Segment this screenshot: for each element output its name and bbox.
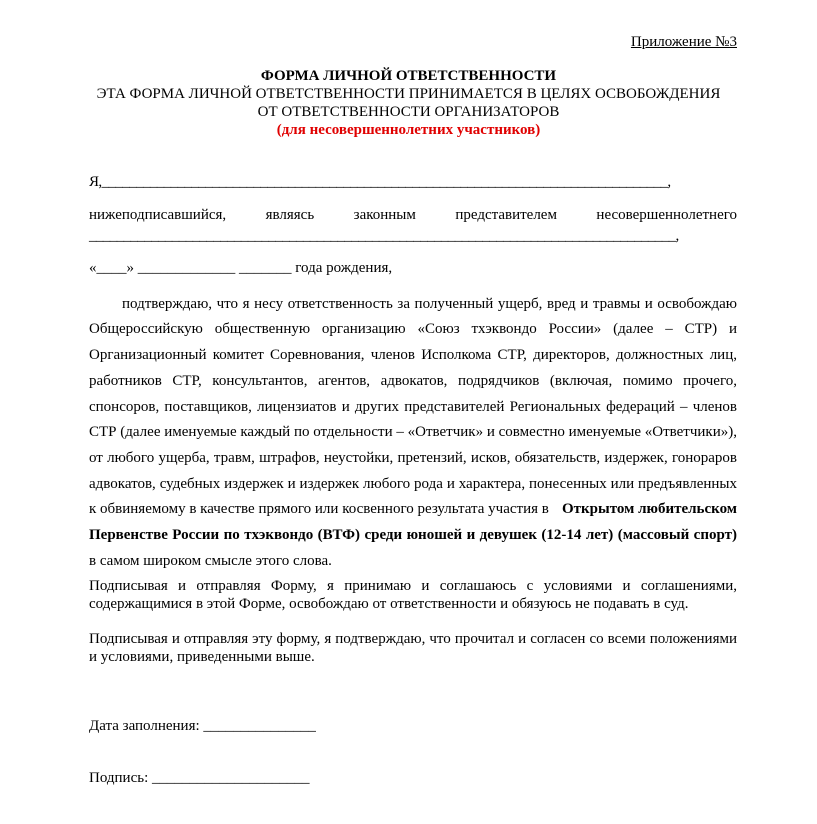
signature-label: Подпись: <box>89 770 149 786</box>
form-title: ФОРМА ЛИЧНОЙ ОТВЕТСТВЕННОСТИ <box>260 68 557 84</box>
body-line: адвокатов, судебных издержек и издержек любого рода и характера, понесенных или предъявленных <box>89 476 737 492</box>
rep-word: несовершеннолетнего <box>596 207 738 223</box>
para2-line: Подписывая и отправляя Форму, я принимаю и соглашаюсь с условиями и соглашениями, <box>89 578 737 594</box>
appendix-label: Приложение №3 <box>630 34 737 50</box>
signature-field[interactable] <box>89 770 310 787</box>
body-line: в самом широком смысле этого слова. <box>89 553 332 569</box>
signature-blank: _____________________ <box>152 770 310 786</box>
body-line: работников СТР, консультантов, агентов, адвокатов, подрядчиков (включая, помимо прочего, <box>89 373 737 389</box>
date-label: Дата заполнения: <box>89 718 200 734</box>
body-line <box>89 501 737 518</box>
body-line: СТР (далее именуемые каждый по отдельности – «Ответчик» и совместно именуемые «Ответчики»), <box>89 424 737 440</box>
date-field[interactable] <box>89 718 316 735</box>
body-line: спонсоров, поставщиков, лицензиатов и других представителей Региональных федераций – членов <box>89 399 737 415</box>
name-blank: __________________________________________________________________________________ <box>101 174 668 190</box>
header-line-2: ОТ ОТВЕТСТВЕННОСТИ ОРГАНИЗАТОРОВ <box>257 104 560 120</box>
body-line: Общероссийскую общественную организацию «Союз тхэквондо России» (далее – СТР) и <box>89 321 737 337</box>
name-suffix: , <box>667 174 671 190</box>
para3-line: и условиями, приведенными выше. <box>89 649 315 665</box>
birth-date-field[interactable]: «____» _____________ _______ года рождения, <box>89 260 393 276</box>
minor-blank: _____________________________________________________________________________________ <box>89 228 676 244</box>
header-line-1: ЭТА ФОРМА ЛИЧНОЙ ОТВЕТСТВЕННОСТИ ПРИНИМАЕТСЯ В ЦЕЛЯХ ОСВОБОЖДЕНИЯ <box>96 86 721 102</box>
minor-suffix: , <box>675 228 679 244</box>
para2-line: содержащимися в этой Форме, освобождаю от ответственности и обязуюсь не подавать в суд. <box>89 596 689 612</box>
competition-name-part1: Открытом любительском <box>561 501 737 517</box>
rep-word: представителем <box>455 207 557 223</box>
rep-word: законным <box>353 207 416 223</box>
body-line-normal: к обвиняемому в качестве прямого или косвенного результата участия в <box>89 501 549 517</box>
header-subtitle: (для несовершеннолетних участников) <box>276 122 541 138</box>
name-field[interactable] <box>89 174 671 191</box>
date-blank: _______________ <box>203 718 316 734</box>
competition-name-part2: Первенстве России по тхэквондо (ВТФ) среди юношей и девушек (12-14 лет) (массовый спорт) <box>89 527 737 543</box>
rep-word: являясь <box>265 207 315 223</box>
body-line: от любого ущерба, травм, штрафов, неустойки, претензий, исков, обязательств, издержек, гонораров <box>89 450 737 466</box>
rep-word: нижеподписавшийся, <box>89 207 227 223</box>
body-line: Организационный комитет Соревнования, членов Исполкома СТР, директоров, должностных лиц, <box>89 347 737 363</box>
name-prefix: Я, <box>89 174 102 190</box>
representative-line <box>89 207 737 224</box>
para3-line: Подписывая и отправляя эту форму, я подтверждаю, что прочитал и согласен со всеми положениями <box>89 631 737 647</box>
body-line: подтверждаю, что я несу ответственность за полученный ущерб, вред и травмы и освобождаю <box>122 296 737 312</box>
minor-name-field[interactable] <box>89 228 679 245</box>
